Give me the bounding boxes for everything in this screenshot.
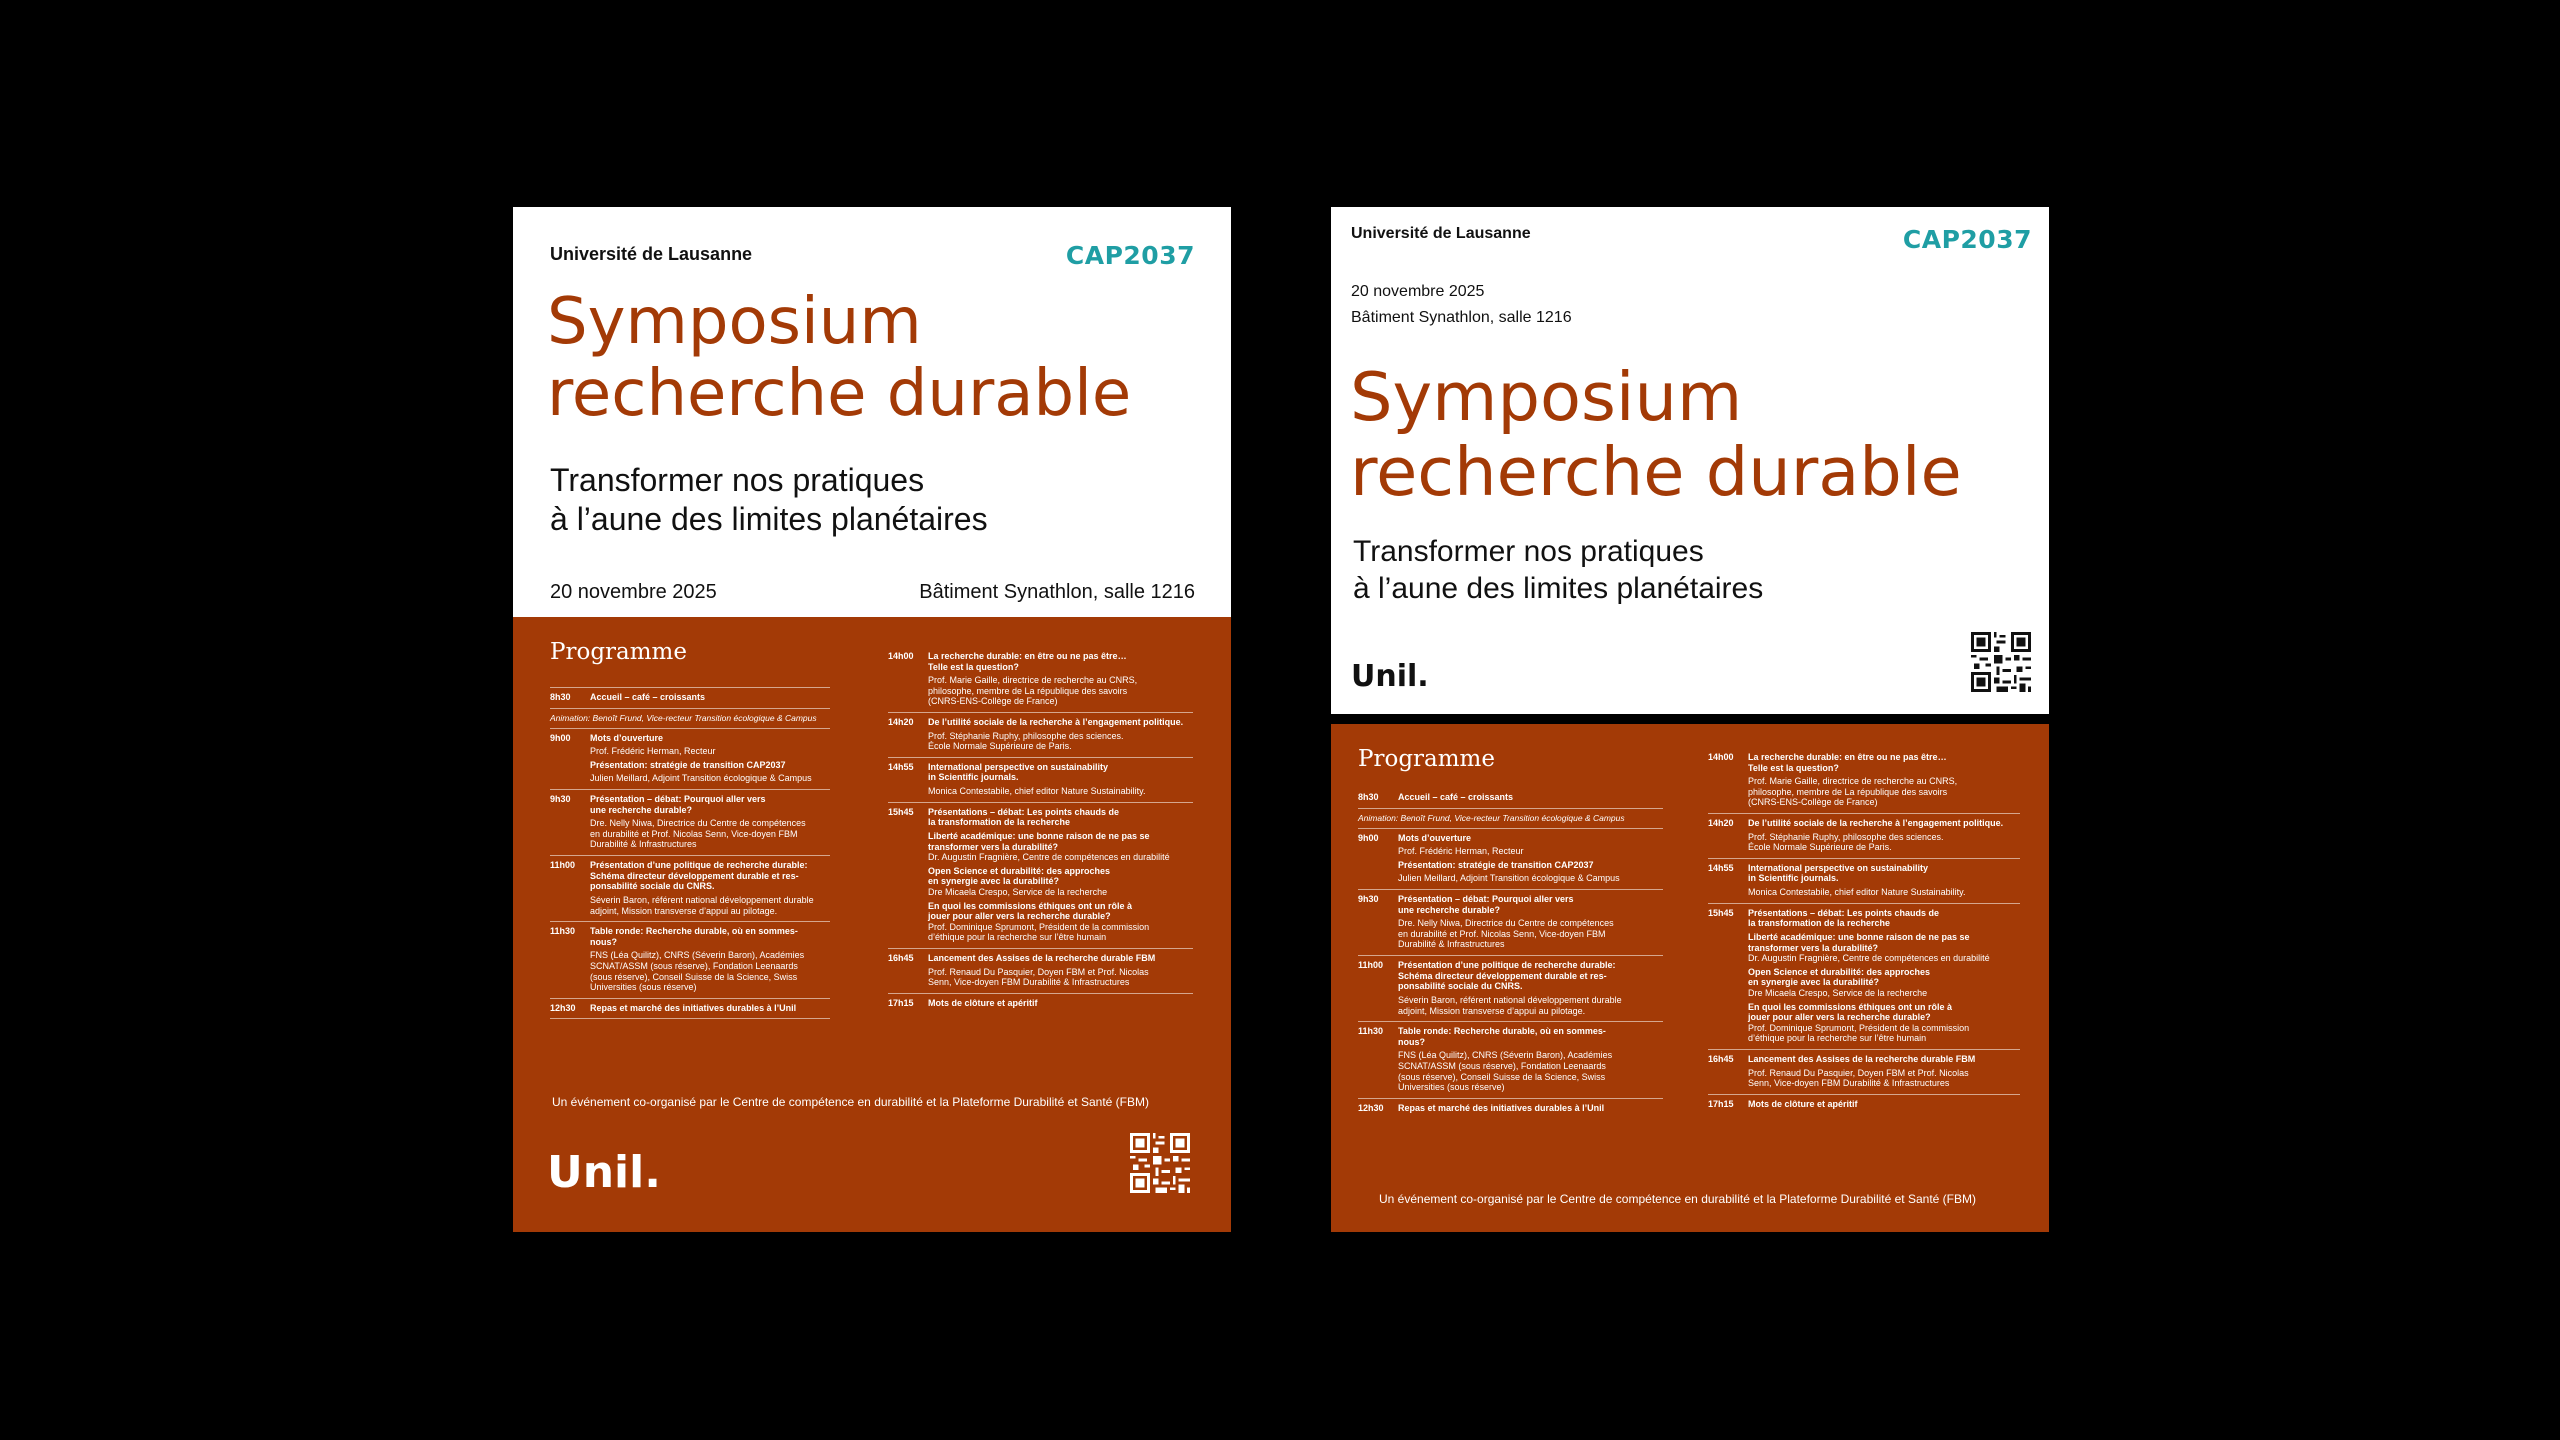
programme-item: 15h45 Présentations – débat: Les points chauds de la transformation de la recherche Liberté académique: une bonne raison de ne pas se transformer vers la durabilité? Dr. Augustin Fragnière, Centre de compétences en durabilité Open Science et durabilité: des approches en synergie avec la durabilité? Dre Micaela Crespo, Service de la recherche En quoi les commissions éthiques ont un rôle à jouer pour aller vers la recherche durable? Prof. Dominique Sprumont, Président de la commission d’éthique pour la recherche sur l’être humain: [1708, 904, 2020, 1050]
event-title: [1350, 360, 1962, 510]
poster-b: [1331, 207, 2049, 1232]
event-date: 20 novembre 2025: [550, 581, 717, 603]
programme-item: 11h00 Présentation d’une politique de recherche durable: Schéma directeur développement durable et res- ponsabilité sociale du CNRS. Séverin Baron, référent national développement durable adjoint, Mission transverse d’appui au pilotage.: [550, 856, 830, 922]
programme-item: 8h30 Accueil – café – croissants: [550, 687, 830, 709]
qr-code-icon: [1130, 1133, 1190, 1193]
programme-item: 14h00 La recherche durable: en être ou ne pas être… Telle est la question? Prof. Marie Gaille, directrice de recherche au CNRS, philosophe, membre de La république des savoirs (CNRS-ENS-Collège de France): [888, 647, 1193, 713]
programme-column-left: [550, 687, 830, 1019]
programme-item: 14h55 International perspective on sustainability in Scientific journals. Monica Contestabile, chief editor Nature Sustainability.: [888, 758, 1193, 803]
subtitle-line-2: à l’aune des limites planétaires: [550, 501, 988, 538]
title-line-2: recherche durable: [1350, 433, 1962, 512]
subtitle-line-2: à l’aune des limites planétaires: [1353, 571, 1764, 605]
programme-item: 11h30 Table ronde: Recherche durable, où en sommes- nous? FNS (Léa Quilitz), CNRS (Séverin Baron), Académies SCNAT/ASSM (sous réserve), Fondation Leenaards (sous réserve), Conseil Suisse de la Science, Swiss Universities (sous réserve): [550, 922, 830, 999]
programme-item: 12h30 Repas et marché des initiatives durables à l’Unil: [1358, 1102, 1605, 1113]
programme-column-left: [1358, 788, 1663, 1118]
subtitle-line-1: Transformer nos pratiques: [550, 462, 925, 498]
event-title: [547, 287, 1131, 430]
programme-item: 14h55 International perspective on sustainability in Scientific journals. Monica Contestabile, chief editor Nature Sustainability.: [1708, 859, 2020, 904]
programme-heading: Programme: [550, 639, 687, 665]
co-organizer-note: Un événement co-organisé par le Centre de compétence en durabilité et la Plateforme Durabilité et Santé (FBM): [1379, 1192, 1976, 1206]
programme-item: 9h30 Présentation – débat: Pourquoi aller vers une recherche durable? Dre. Nelly Niwa, Directrice du Centre de compétences en durabilité et Prof. Nicolas Senn, Vice-doyen FBM Durabilité & Infrastructures: [550, 790, 830, 856]
programme-item: 17h15 Mots de clôture et apéritif: [888, 997, 1038, 1008]
programme-column-right: [888, 647, 1193, 1013]
event-meta: [1351, 279, 1572, 330]
programme-heading: Programme: [1358, 746, 1495, 772]
unil-logo: Unil.: [1351, 659, 1429, 694]
poster-header: [513, 207, 1231, 617]
poster-header: [1331, 207, 2049, 714]
programme-item: 15h45 Présentations – débat: Les points chauds de la transformation de la recherche Liberté académique: une bonne raison de ne pas se transformer vers la durabilité? Dr. Augustin Fragnière, Centre de compétences en durabilité Open Science et durabilité: des approches en synergie avec la durabilité? Dre Micaela Crespo, Service de la recherche En quoi les commissions éthiques ont un rôle à jouer pour aller vers la recherche durable? Prof. Dominique Sprumont, Président de la commission d’éthique pour la recherche sur l’être humain: [888, 803, 1193, 949]
university-name: Université de Lausanne: [550, 244, 753, 264]
unil-logo: Unil.: [547, 1147, 661, 1198]
title-line-1: Symposium: [1350, 358, 1743, 436]
title-line-1: Symposium: [547, 285, 922, 359]
programme-item: 11h30 Table ronde: Recherche durable, où en sommes- nous? FNS (Léa Quilitz), CNRS (Séverin Baron), Académies SCNAT/ASSM (sous réserve), Fondation Leenaards (sous réserve), Conseil Suisse de la Science, Swiss Universities (sous réserve): [1358, 1022, 1663, 1099]
programme-item: 12h30 Repas et marché des initiatives durables à l’Unil: [550, 999, 830, 1020]
title-line-2: recherche durable: [547, 356, 1132, 431]
programme-item: 14h20 De l’utilité sociale de la recherche à l’engagement politique. Prof. Stéphanie Ruphy, philosophe des sciences. École Normale Supérieure de Paris.: [888, 713, 1193, 758]
event-location: Bâtiment Synathlon, salle 1216: [1351, 308, 1572, 326]
programme-item: 16h45 Lancement des Assises de la recherche durable FBM Prof. Renaud Du Pasquier, Doyen FBM et Prof. Nicolas Senn, Vice-doyen FBM Durabilité & Infrastructures: [888, 949, 1193, 994]
programme-panel: [1331, 724, 2049, 1232]
programme-item: 11h00 Présentation d’une politique de recherche durable: Schéma directeur développement durable et res- ponsabilité sociale du CNRS. Séverin Baron, référent national développement durable adjoint, Mission transverse d’appui au pilotage.: [1358, 956, 1663, 1022]
programme-item: 9h30 Présentation – débat: Pourquoi aller vers une recherche durable? Dre. Nelly Niwa, Directrice du Centre de compétences en durabilité et Prof. Nicolas Senn, Vice-doyen FBM Durabilité & Infrastructures: [1358, 890, 1663, 956]
event-location: Bâtiment Synathlon, salle 1216: [919, 581, 1195, 603]
qr-code-icon: [1971, 632, 2031, 692]
programme-item: 8h30 Accueil – café – croissants: [1358, 788, 1663, 809]
event-subtitle: [1353, 534, 1763, 607]
animation-note: Animation: Benoît Frund, Vice-recteur Transition écologique & Campus: [550, 709, 830, 729]
programme-item: 17h15 Mots de clôture et apéritif: [1708, 1098, 1858, 1109]
poster-a: [513, 207, 1231, 1232]
animation-note: Animation: Benoît Frund, Vice-recteur Transition écologique & Campus: [1358, 809, 1663, 829]
programme-item: 14h00 La recherche durable: en être ou ne pas être… Telle est la question? Prof. Marie Gaille, directrice de recherche au CNRS, philosophe, membre de La république des savoirs (CNRS-ENS-Collège de France): [1708, 748, 2020, 814]
cap2037-logo: CAP2037: [1065, 241, 1195, 270]
co-organizer-note: Un événement co-organisé par le Centre de compétence en durabilité et la Plateforme Durabilité et Santé (FBM): [552, 1095, 1149, 1109]
university-name: Université de Lausanne: [1351, 225, 1531, 242]
programme-item: 9h00 Mots d’ouverture Prof. Frédéric Herman, Recteur Présentation: stratégie de transition CAP2037 Julien Meillard, Adjoint Transition écologique & Campus: [1358, 829, 1663, 890]
event-date: 20 novembre 2025: [1351, 283, 1485, 300]
programme-panel: [513, 617, 1231, 1232]
programme-column-right: [1708, 748, 2020, 1114]
programme-item: 16h45 Lancement des Assises de la recherche durable FBM Prof. Renaud Du Pasquier, Doyen FBM et Prof. Nicolas Senn, Vice-doyen FBM Durabilité & Infrastructures: [1708, 1050, 2020, 1095]
cap2037-logo: CAP2037: [1902, 225, 2032, 254]
programme-item: 14h20 De l’utilité sociale de la recherche à l’engagement politique. Prof. Stéphanie Ruphy, philosophe des sciences. École Normale Supérieure de Paris.: [1708, 814, 2020, 859]
subtitle-line-1: Transformer nos pratiques: [1353, 535, 1704, 568]
event-subtitle: [550, 461, 988, 539]
programme-item: 9h00 Mots d’ouverture Prof. Frédéric Herman, Recteur Présentation: stratégie de transition CAP2037 Julien Meillard, Adjoint Transition écologique & Campus: [550, 729, 830, 790]
